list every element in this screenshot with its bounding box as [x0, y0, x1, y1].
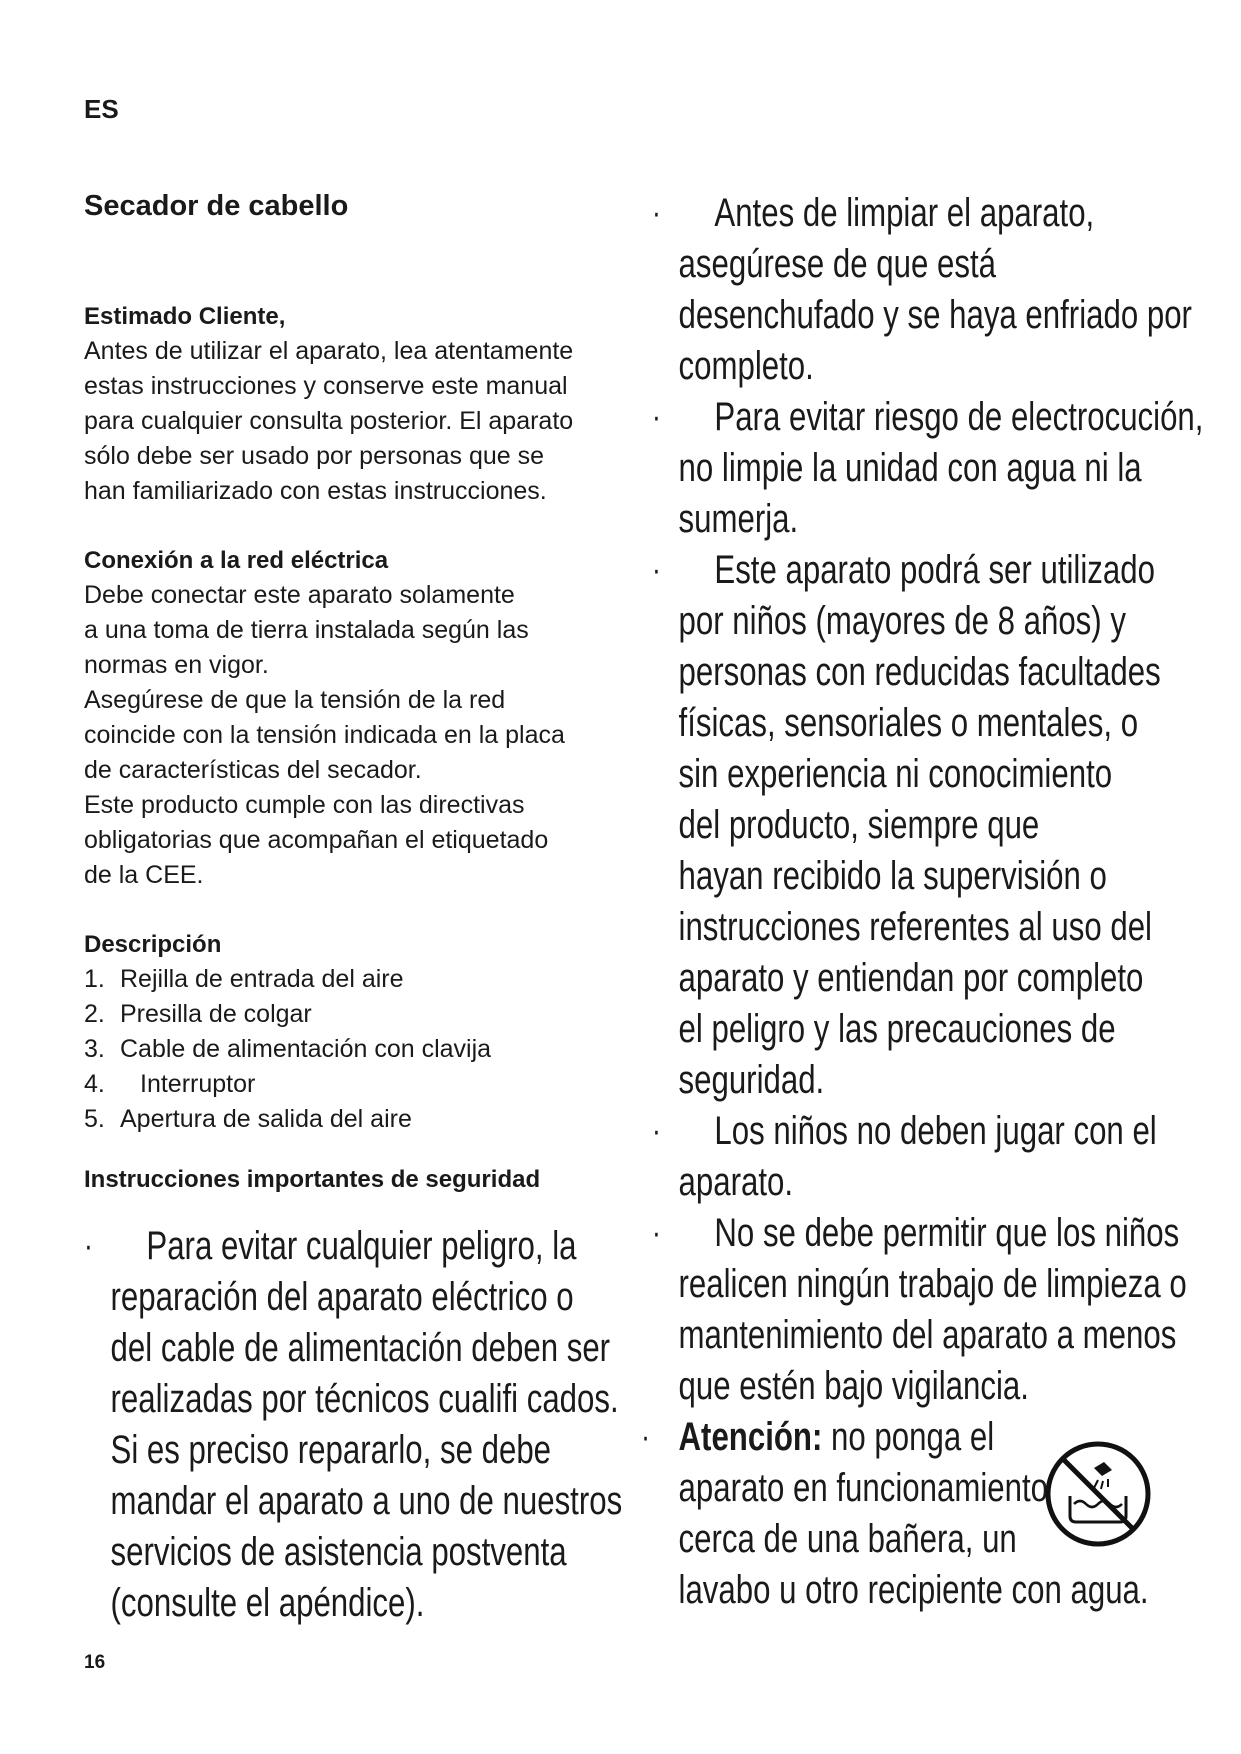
intro-text — [84, 334, 624, 509]
bullet-dot: · — [652, 194, 661, 232]
bullet-line: sin experiencia ni conocimiento — [678, 752, 1113, 796]
bullet-line: Los niños no deben jugar con el — [714, 1109, 1157, 1153]
bullet-line: lavabo u otro recipiente con agua. — [678, 1568, 1149, 1612]
description-heading: Descripción — [84, 931, 222, 958]
bullet-line: del cable de alimentación deben ser — [110, 1326, 611, 1370]
bullet-line: No se debe permitir que los niños — [714, 1211, 1180, 1255]
bullet-line: instrucciones referentes al uso del — [678, 905, 1152, 949]
left-column — [84, 188, 624, 1197]
intro-line: sólo debe ser usado por personas que se — [84, 442, 545, 470]
page-title: Secador de cabello — [84, 190, 349, 222]
bullet-line: servicios de asistencia postventa — [110, 1530, 567, 1574]
page-number: 16 — [84, 1652, 106, 1673]
connection-line: de características del secador. — [84, 756, 422, 784]
bullet-dot: · — [652, 551, 661, 589]
connection-heading: Conexión a la red eléctrica — [84, 547, 389, 574]
bullet-line: desenchufado y se haya enfriado por — [678, 293, 1192, 337]
bullet-dot: · — [641, 1418, 650, 1456]
connection-line: obligatorias que acompañan el etiquetado — [84, 826, 549, 854]
list-item — [84, 1032, 624, 1067]
attention-text: no ponga el — [831, 1415, 995, 1459]
bullet-line: mandar el aparato a uno de nuestros — [110, 1479, 623, 1523]
bullet-line: (consulte el apéndice). — [110, 1581, 425, 1625]
intro-line: Antes de utilizar el aparato, lea atentamente — [84, 337, 574, 365]
description-list — [84, 962, 624, 1137]
bullet-line: asegúrese de que está — [678, 242, 996, 286]
bullet-line: Este aparato podrá ser utilizado — [714, 548, 1155, 592]
attention-label: Atención: — [678, 1415, 823, 1459]
bullet-item — [652, 392, 1241, 545]
list-number: 2. — [84, 1000, 105, 1028]
language-code: ES — [84, 94, 119, 124]
list-label: Presilla de colgar — [120, 1000, 312, 1028]
bullet-line: aparato. — [678, 1160, 794, 1204]
bullet-line: completo. — [678, 344, 814, 388]
bullet-item — [652, 545, 1241, 1106]
bullet-line: sumerja. — [678, 497, 799, 541]
bullet-line: hayan recibido la supervisión o — [678, 854, 1107, 898]
bullet-line: Para evitar cualquier peligro, la — [146, 1224, 577, 1268]
bullet-line: Antes de limpiar el aparato, — [714, 191, 1095, 235]
connection-line: Este producto cumple con las directivas — [84, 791, 525, 819]
bullet-line: no limpie la unidad con agua ni la — [678, 446, 1142, 490]
connection-line: Debe conectar este aparato solamente — [84, 581, 515, 609]
bullet-dot: · — [84, 1227, 93, 1265]
list-number: 3. — [84, 1035, 105, 1063]
list-item — [84, 1067, 624, 1102]
list-label: Cable de alimentación con clavija — [120, 1035, 492, 1063]
bullet-line: aparato en funcionamiento — [678, 1466, 1048, 1510]
connection-line: normas en vigor. — [84, 651, 269, 679]
bullet-line: mantenimiento del aparato a menos — [678, 1313, 1177, 1357]
bullet-line: reparación del aparato eléctrico o — [110, 1275, 574, 1319]
bullet-item — [652, 1208, 1241, 1412]
bullet-line: Si es preciso repararlo, se debe — [110, 1428, 552, 1472]
bullet-line: personas con reducidas facultades — [678, 650, 1161, 694]
safety-heading: Instrucciones importantes de seguridad — [84, 1166, 541, 1193]
bullet-line: aparato y entiendan por completo — [678, 956, 1144, 1000]
connection-line: coincide con la tensión indicada en la placa — [84, 721, 565, 749]
bullet-dot: · — [652, 1214, 661, 1252]
safety-right-bullets — [641, 188, 1241, 1616]
safety-left-bullets — [84, 1221, 622, 1629]
bullet-line: por niños (mayores de 8 años) y — [678, 599, 1126, 643]
connection-text — [84, 578, 624, 893]
list-item — [84, 997, 624, 1032]
bullet-item — [652, 1106, 1241, 1208]
list-number: 4. — [84, 1070, 105, 1098]
bullet-dot: · — [652, 398, 661, 436]
bullet-line: realizadas por técnicos cualifi cados. — [110, 1377, 619, 1421]
intro-line: para cualquier consulta posterior. El aparato — [84, 407, 574, 435]
list-item — [84, 962, 624, 997]
no-water-warning-icon — [1042, 1438, 1154, 1550]
list-label: Interruptor — [140, 1070, 256, 1098]
bullet-line: del producto, siempre que — [678, 803, 1040, 847]
list-label: Rejilla de entrada del aire — [120, 965, 404, 993]
bullet-line: cerca de una bañera, un — [678, 1517, 1017, 1561]
connection-line: a una toma de tierra instalada según las — [84, 616, 529, 644]
bullet-item — [652, 188, 1241, 392]
attention-first-line — [679, 1412, 1241, 1463]
bullet-line: que estén bajo vigilancia. — [678, 1364, 1029, 1408]
list-label: Apertura de salida del aire — [120, 1105, 412, 1133]
bullet-item — [84, 1221, 622, 1629]
greeting: Estimado Cliente, — [84, 303, 286, 330]
bullet-line: el peligro y las precauciones de — [678, 1007, 1116, 1051]
list-item — [84, 1102, 624, 1137]
list-number: 5. — [84, 1105, 105, 1133]
bullet-line: realicen ningún trabajo de limpieza o — [678, 1262, 1187, 1306]
list-number: 1. — [84, 965, 105, 993]
bullet-dot: · — [652, 1112, 661, 1150]
bullet-line: físicas, sensoriales o mentales, o — [678, 701, 1139, 745]
bullet-line: Para evitar riesgo de electrocución, — [714, 395, 1204, 439]
bullet-line: seguridad. — [678, 1058, 825, 1102]
intro-line: estas instrucciones y conserve este manual — [84, 372, 568, 400]
intro-line: han familiarizado con estas instrucciones. — [84, 477, 547, 505]
connection-line: Asegúrese de que la tensión de la red — [84, 686, 506, 714]
connection-line: de la CEE. — [84, 861, 204, 889]
